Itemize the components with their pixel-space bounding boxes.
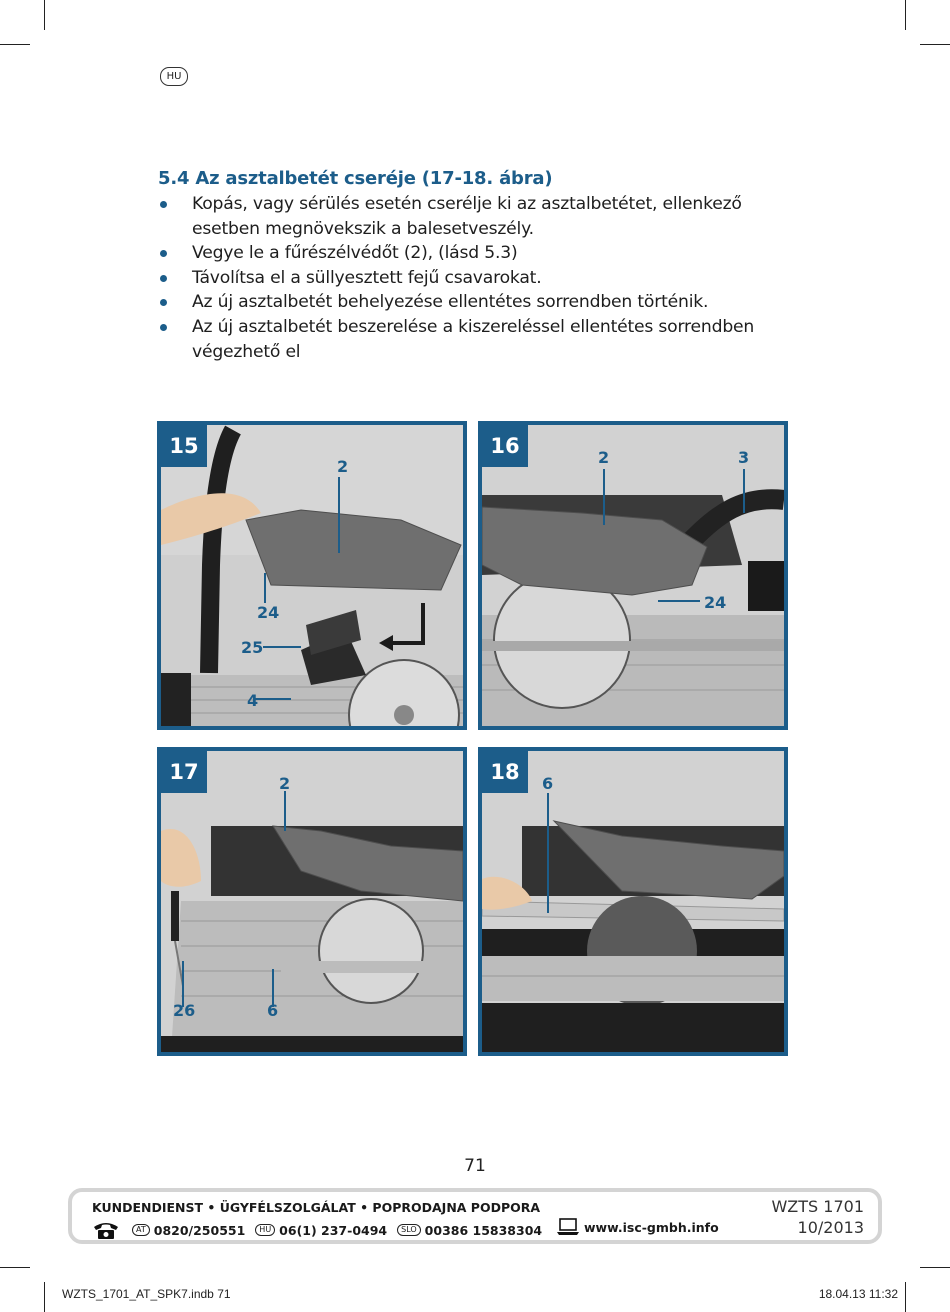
- list-item: Távolítsa el a süllyesztett fejű csavarokat.: [158, 266, 798, 291]
- callout-label: 2: [279, 774, 291, 793]
- website: [556, 1218, 719, 1236]
- crop-mark: [905, 0, 906, 30]
- crop-mark: [44, 0, 45, 30]
- saw-photo: [161, 425, 463, 726]
- callout-label: 6: [542, 774, 554, 793]
- saw-photo: [482, 425, 784, 726]
- callout-label: 2: [598, 448, 610, 467]
- crop-mark: [44, 1282, 45, 1312]
- website-url[interactable]: www.isc-gmbh.info: [584, 1219, 719, 1235]
- callout-label: 6: [267, 1001, 279, 1020]
- country-code-badge: SLO: [397, 1224, 421, 1236]
- saw-photo: [161, 751, 463, 1052]
- saw-photo: [482, 751, 784, 1052]
- crop-mark: [920, 1267, 950, 1268]
- callout-label: 2: [337, 457, 349, 476]
- phone-number: 00386 15838304: [424, 1222, 543, 1238]
- footer-contacts: [92, 1220, 542, 1240]
- list-item: Vegye le a fűrészélvédőt (2), (lásd 5.3): [158, 241, 798, 266]
- callout-label: 3: [738, 448, 750, 467]
- model-name: WZTS 1701: [771, 1197, 864, 1216]
- list-item: Az új asztalbetét behelyezése ellentétes sorrendben történik.: [158, 290, 798, 315]
- figure-number: 18: [482, 751, 528, 793]
- list-item: Kopás, vagy sérülés esetén cserélje ki az asztalbetétet, ellenkező esetben megnövekszik a balesetveszély.: [158, 192, 798, 241]
- crop-mark: [920, 44, 950, 45]
- list-item: Az új asztalbetét beszerelése a kiszereléssel ellentétes sorrendben végezhető el: [158, 315, 798, 364]
- crop-mark: [0, 44, 30, 45]
- figure-number: 17: [161, 751, 207, 793]
- callout-label: 24: [704, 593, 727, 612]
- footer-title: KUNDENDIENST • ÜGYFÉLSZOLGÁLAT • POPRODAJNA PODPORA: [92, 1200, 541, 1215]
- model-info: [771, 1196, 864, 1238]
- language-badge: HU: [160, 67, 188, 86]
- figure-16: [478, 421, 788, 730]
- figure-number: 16: [482, 425, 528, 467]
- callout-label: 26: [173, 1001, 196, 1020]
- footer-service-box: [68, 1188, 882, 1244]
- figure-15: [157, 421, 467, 730]
- callout-label: 24: [257, 603, 280, 622]
- print-file-info: WZTS_1701_AT_SPK7.indb 71: [62, 1287, 231, 1301]
- section-title: 5.4 Az asztalbetét cseréje (17-18. ábra): [158, 168, 553, 189]
- phone-number: 06(1) 237-0494: [279, 1222, 388, 1238]
- country-code-badge: HU: [255, 1224, 275, 1236]
- callout-label: 4: [247, 691, 259, 710]
- model-date: 10/2013: [797, 1218, 864, 1237]
- crop-mark: [0, 1267, 30, 1268]
- figure-18: [478, 747, 788, 1056]
- figure-17: [157, 747, 467, 1056]
- telephone-icon: [92, 1220, 120, 1240]
- page-number: 71: [464, 1156, 486, 1176]
- country-code-badge: AT: [132, 1224, 150, 1236]
- instruction-list: [158, 192, 798, 364]
- phone-number: 0820/250551: [153, 1222, 246, 1238]
- figure-number: 15: [161, 425, 207, 467]
- print-timestamp: 18.04.13 11:32: [818, 1287, 898, 1301]
- callout-label: 25: [241, 638, 264, 657]
- laptop-icon: [556, 1218, 580, 1236]
- crop-mark: [905, 1282, 906, 1312]
